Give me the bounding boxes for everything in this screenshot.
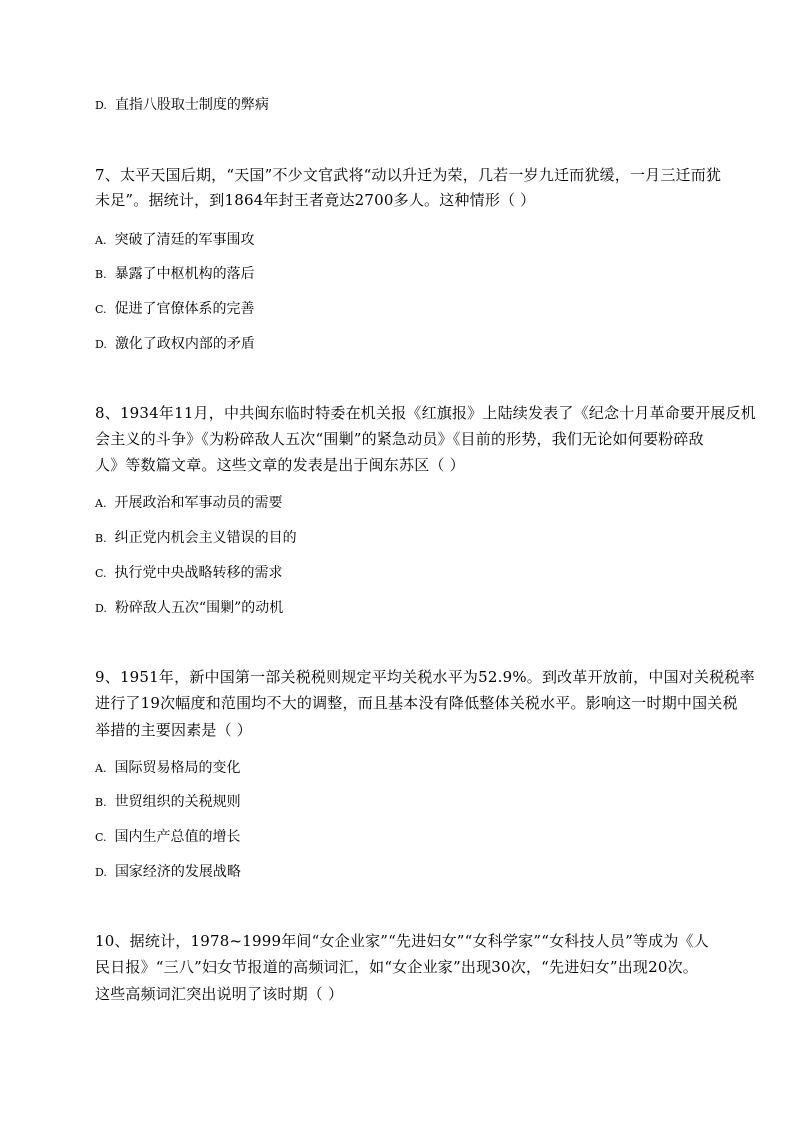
q8-stem-line-3: 人》等数篇文章。这些文章的发表是出于闽东苏区（ ） (95, 456, 465, 474)
q9-option-a (95, 758, 705, 779)
option-text: 暴露了中枢机构的落后 (114, 266, 255, 282)
q7-stem-line-2: 未足”。据统计，到1864年封王者竟达2700多人。这种情形（ ） (95, 191, 536, 209)
q10-stem-line-2: 民日报》“三八”妇女节报道的高频词汇，如“女企业家”出现30次，“先进妇女”出现20次。 (95, 958, 698, 976)
option-letter: D. (95, 866, 107, 879)
q8-option-c (95, 563, 705, 584)
q9-stem-line-3: 举措的主要因素是（ ） (95, 721, 252, 739)
q7-option-d (95, 334, 705, 355)
option-text: 纠正党内机会主义错误的目的 (114, 530, 297, 546)
q7-option-b (95, 264, 705, 285)
option-letter: B. (95, 532, 107, 545)
q9-stem-line-1: 9、1951年，新中国第一部关税税则规定平均关税水平为52.9%。到改革开放前，中国对关税税率 (95, 668, 755, 686)
q9-stem-line-2: 进行了19次幅度和范围均不大的调整，而且基本没有降低整体关税水平。影响这一时期中国关税 (95, 694, 738, 712)
option-text: 开展政治和军事动员的需要 (114, 495, 283, 511)
q8-stem-line-2: 会主义的斗争》《为粉碎敌人五次“围剿”的紧急动员》《目前的形势，我们无论如何要粉碎敌 (95, 430, 704, 448)
option-text: 执行党中央战略转移的需求 (114, 565, 283, 581)
option-text: 激化了政权内部的矛盾 (114, 336, 255, 352)
option-text: 国家经济的发展战略 (114, 864, 241, 880)
option-letter: B. (95, 796, 107, 809)
option-text: 国际贸易格局的变化 (114, 760, 241, 776)
option-text: 世贸组织的关税规则 (114, 794, 241, 810)
q8-stem-line-1: 8、1934年11月，中共闽东临时特委在机关报《红旗报》上陆续发表了《纪念十月革命要开展反机 (95, 404, 757, 422)
option-letter: B. (95, 268, 107, 281)
option-text: 直指八股取士制度的弊病 (114, 97, 269, 113)
option-letter: A. (95, 234, 107, 247)
option-text: 促进了官僚体系的完善 (114, 301, 255, 317)
q8-option-d (95, 598, 705, 619)
option-text: 国内生产总值的增长 (114, 829, 241, 845)
option-letter: D. (95, 338, 107, 351)
option-text: 粉碎敌人五次“围剿”的动机 (114, 600, 284, 616)
option-letter: D. (95, 99, 107, 112)
q9-option-d (95, 862, 705, 883)
option-letter: C. (95, 567, 107, 580)
q10-stem-line-1: 10、据统计，1978~1999年间“女企业家”“先进妇女”“女科学家”“女科技人员”等成为《人 (95, 932, 709, 950)
option-letter: D. (95, 602, 107, 615)
q8-option-b (95, 528, 705, 549)
option-text: 突破了清廷的军事围攻 (114, 232, 255, 248)
option-letter: A. (95, 762, 107, 775)
q10-stem-line-3: 这些高频词汇突出说明了该时期（ ） (95, 985, 344, 1003)
q9-option-c (95, 827, 705, 848)
option-letter: C. (95, 303, 107, 316)
q7-stem-line-1: 7、太平天国后期，“天国”不少文官武将“动以升迁为荣，几若一岁九迁而犹缓，一月三迁而犹 (95, 166, 722, 184)
q7-option-c (95, 299, 705, 320)
q6-option-d (95, 95, 705, 116)
q8-option-a (95, 493, 705, 514)
q7-option-a (95, 230, 705, 251)
q9-option-b (95, 792, 705, 813)
option-letter: A. (95, 497, 107, 510)
option-letter: C. (95, 831, 107, 844)
